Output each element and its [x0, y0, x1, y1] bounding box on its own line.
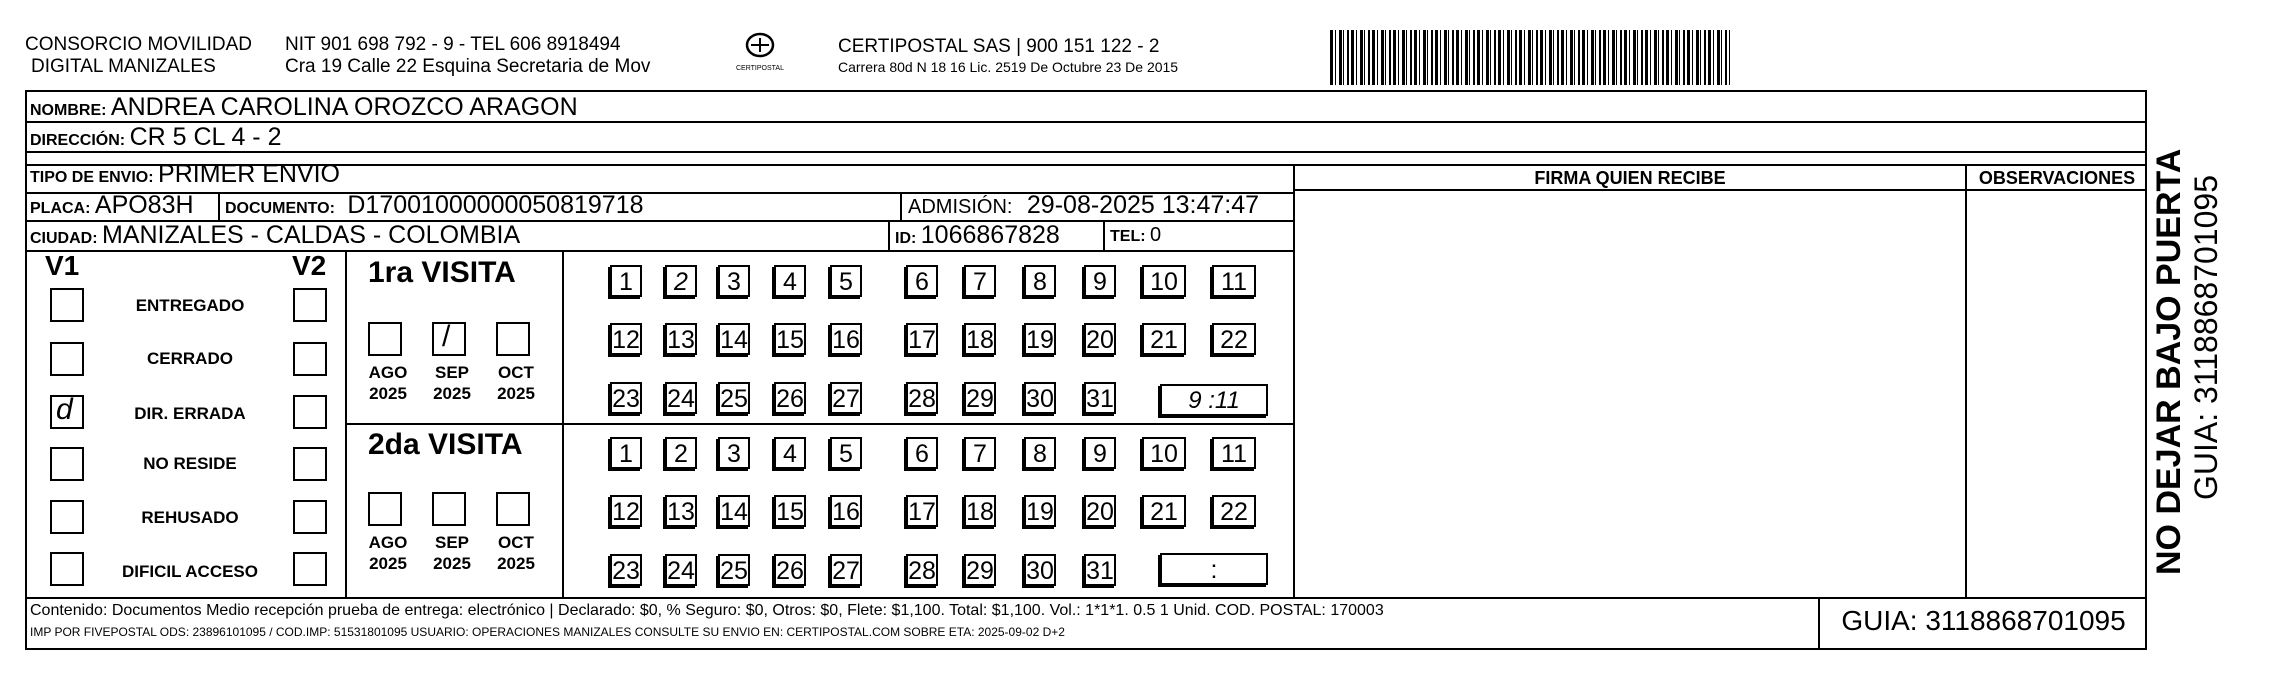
first-visit-day-25[interactable]: 25	[718, 382, 750, 414]
tipo-row	[30, 160, 340, 189]
id-row	[895, 221, 1060, 250]
first-visit-day-26[interactable]: 26	[774, 382, 806, 414]
documento-label: DOCUMENTO:	[225, 200, 335, 217]
direccion-label: DIRECCIÓN:	[30, 132, 126, 149]
second-visit-day-12[interactable]: 12	[610, 495, 642, 527]
v1-dificil-acceso-checkbox[interactable]	[50, 552, 84, 586]
second-visit-day-23[interactable]: 23	[610, 554, 642, 586]
first-visit-day-12[interactable]: 12	[610, 323, 642, 355]
second-visit-day-14[interactable]: 14	[718, 495, 750, 527]
first-visit-day-22[interactable]: 22	[1212, 323, 1256, 355]
second-visit-day-29[interactable]: 29	[964, 554, 996, 586]
documento-value: D17001000000050819718	[347, 191, 644, 219]
first-visit-day-15[interactable]: 15	[774, 323, 806, 355]
certipostal-info: CERTIPOSTAL SAS | 900 151 122 - 2 Carrera 80d N 18 16 Lic. 2519 De Octubre 23 De 2015	[838, 36, 1179, 75]
first-visit-day-17[interactable]: 17	[906, 323, 938, 355]
v2-cerrado-checkbox[interactable]	[293, 342, 327, 376]
second-visit-day-13[interactable]: 13	[665, 495, 697, 527]
first-visit-day-5[interactable]: 5	[830, 265, 862, 297]
v2-month-oct-checkbox[interactable]	[496, 492, 530, 526]
second-visit-day-28[interactable]: 28	[906, 554, 938, 586]
status-label-entregado: ENTREGADO	[135, 296, 245, 315]
tel-value: 0	[1150, 224, 1162, 246]
firma-header: FIRMA QUIEN RECIBE	[1534, 168, 1726, 188]
side-guia: GUIA: 3118868701095	[2188, 175, 2224, 500]
footer-contenido: Contenido: Documentos Medio recepción prueba de entrega: electrónico | Declarado: $0, % Seguro: $0, Otros: $0, Flete: $1,100. Total: $1,100. Vol.: 1*1*1. 0.5 1 Unid. COD. POSTAL: 170003	[30, 602, 1384, 619]
status-label-dificil-acceso: DIFICIL ACCESO	[121, 562, 258, 581]
first-visit-title: 1ra VISITA	[368, 256, 516, 289]
first-visit-day-23[interactable]: 23	[610, 382, 642, 414]
status-label-cerrado: CERRADO	[147, 349, 233, 368]
second-visit-day-16[interactable]: 16	[830, 495, 862, 527]
admision-label: ADMISIÓN:	[908, 196, 1013, 218]
direccion-row	[30, 123, 281, 152]
v1-rehusado-checkbox[interactable]	[50, 500, 84, 534]
admision-row	[908, 191, 1259, 220]
id-value: 1066867828	[920, 221, 1060, 249]
v2-month-sep-checkbox[interactable]	[432, 492, 466, 526]
first-visit-day-18[interactable]: 18	[964, 323, 996, 355]
first-visit-day-3[interactable]: 3	[718, 265, 750, 297]
nombre-label: NOMBRE:	[30, 102, 107, 119]
second-visit-day-30[interactable]: 30	[1024, 554, 1056, 586]
tipo-value: PRIMER ENVIO	[158, 160, 341, 188]
second-visit-day-22[interactable]: 22	[1212, 495, 1256, 527]
v1-no-reside-checkbox[interactable]	[50, 447, 84, 481]
second-visit-day-26[interactable]: 26	[774, 554, 806, 586]
first-visit-day-9[interactable]: 9	[1084, 265, 1116, 297]
first-visit-day-27[interactable]: 27	[830, 382, 862, 414]
first-visit-day-1[interactable]: 1	[610, 265, 642, 297]
first-visit-day-2[interactable]	[665, 265, 697, 297]
first-visit-day-13[interactable]: 13	[665, 323, 697, 355]
v1-month-ago-checkbox[interactable]	[368, 322, 402, 356]
company-name: CONSORCIO MOVILIDAD DIGITAL MANIZALES	[25, 34, 252, 77]
second-visit-day-4[interactable]: 4	[774, 437, 806, 469]
second-visit-day-11[interactable]: 11	[1212, 437, 1256, 469]
first-visit-day-10[interactable]: 10	[1142, 265, 1186, 297]
placa-value: APO83H	[94, 191, 194, 219]
tipo-label: TIPO DE ENVIO:	[30, 169, 154, 186]
barcode	[1330, 30, 1730, 85]
second-visit-day-21[interactable]: 21	[1142, 495, 1186, 527]
second-visit-day-24[interactable]: 24	[665, 554, 697, 586]
second-visit-day-19[interactable]: 19	[1024, 495, 1056, 527]
second-visit-title: 2da VISITA	[368, 428, 523, 461]
v2-dificil-acceso-checkbox[interactable]	[293, 552, 327, 586]
first-visit-day-29[interactable]: 29	[964, 382, 996, 414]
v2-month-sep-label: SEP 2025	[433, 533, 471, 573]
first-visit-day-6[interactable]: 6	[906, 265, 938, 297]
first-visit-day-8[interactable]: 8	[1024, 265, 1056, 297]
v2-dir-errada-checkbox[interactable]	[293, 395, 327, 429]
v1-month-ago-label: AGO 2025	[368, 363, 408, 403]
second-visit-day-1[interactable]: 1	[610, 437, 642, 469]
admision-value: 29-08-2025 13:47:47	[1026, 191, 1260, 219]
ciudad-row	[30, 221, 520, 250]
v1-cerrado-checkbox[interactable]	[50, 342, 84, 376]
second-visit-day-8[interactable]: 8	[1024, 437, 1056, 469]
first-visit-time-box[interactable]: 9 :11	[1160, 384, 1268, 416]
status-label-no-reside: NO RESIDE	[143, 454, 237, 473]
first-visit-day-19[interactable]: 19	[1024, 323, 1056, 355]
second-visit-day-27[interactable]: 27	[830, 554, 862, 586]
first-visit-day-20[interactable]: 20	[1084, 323, 1116, 355]
first-visit-day-16[interactable]: 16	[830, 323, 862, 355]
first-visit-day-31[interactable]: 31	[1084, 382, 1116, 414]
logo-icon	[743, 32, 777, 60]
nombre-value: ANDREA CAROLINA OROZCO ARAGON	[110, 93, 578, 121]
observaciones-area[interactable]	[1969, 193, 2145, 595]
id-label: ID:	[895, 230, 917, 247]
nombre-row	[30, 93, 578, 122]
second-visit-day-2[interactable]: 2	[665, 437, 697, 469]
second-visit-day-18[interactable]: 18	[964, 495, 996, 527]
second-visit-day-31[interactable]: 31	[1084, 554, 1116, 586]
first-visit-day-21[interactable]: 21	[1142, 323, 1186, 355]
direccion-value: CR 5 CL 4 - 2	[129, 123, 282, 151]
first-visit-day-4[interactable]: 4	[774, 265, 806, 297]
ciudad-value: MANIZALES - CALDAS - COLOMBIA	[102, 221, 521, 249]
second-visit-day-15[interactable]: 15	[774, 495, 806, 527]
first-visit-day-7[interactable]: 7	[964, 265, 996, 297]
v1-dir-errada-checkbox[interactable]	[50, 395, 84, 429]
first-visit-day-11[interactable]: 11	[1212, 265, 1256, 297]
first-visit-day-14[interactable]: 14	[718, 323, 750, 355]
v2-month-ago-checkbox[interactable]	[368, 492, 402, 526]
v1-month-oct-label: OCT 2025	[497, 363, 535, 403]
footer-imp: IMP POR FIVEPOSTAL ODS: 23896101095 / COD.IMP: 51531801095 USUARIO: OPERACIONES MANIZALES CONSULTE SU ENVIO EN: CERTIPOSTAL.COM SOBRE ETA: 2025-09-02 D+2	[30, 625, 1065, 639]
first-visit-day-mark: 2	[674, 268, 688, 296]
no-dejar-bajo-puerta: NO DEJAR BAJO PUERTA	[2150, 148, 2188, 575]
second-visit-day-3[interactable]: 3	[718, 437, 750, 469]
placa-label: PLACA:	[30, 200, 91, 217]
v2-month-ago-label: AGO 2025	[368, 533, 408, 573]
first-visit-day-28[interactable]: 28	[906, 382, 938, 414]
v1-entregado-checkbox[interactable]	[50, 288, 84, 322]
status-label-rehusado: REHUSADO	[141, 508, 239, 527]
footer-guia: GUIA: 3118868701095	[1841, 605, 2126, 636]
v1-month-sep-label: SEP 2025	[433, 363, 471, 403]
second-visit-day-20[interactable]: 20	[1084, 495, 1116, 527]
ciudad-label: CIUDAD:	[30, 230, 98, 247]
v1-month-oct-checkbox[interactable]	[496, 322, 530, 356]
tel-row	[1110, 224, 1161, 247]
second-visit-day-5[interactable]: 5	[830, 437, 862, 469]
v1-month-sep-mark: /	[442, 320, 451, 353]
v2-header: V2	[292, 250, 327, 281]
v1-header: V1	[45, 250, 80, 281]
second-visit-day-6[interactable]: 6	[906, 437, 938, 469]
certipostal-logo: CERTIPOSTAL	[730, 32, 790, 82]
v2-no-reside-checkbox[interactable]	[293, 447, 327, 481]
v2-rehusado-checkbox[interactable]	[293, 500, 327, 534]
second-visit-day-25[interactable]: 25	[718, 554, 750, 586]
v1-month-sep-checkbox[interactable]	[432, 322, 466, 356]
second-visit-day-17[interactable]: 17	[906, 495, 938, 527]
second-visit-day-9[interactable]: 9	[1084, 437, 1116, 469]
second-visit-day-7[interactable]: 7	[964, 437, 996, 469]
observaciones-header: OBSERVACIONES	[1978, 168, 2136, 188]
company-nit: NIT 901 698 792 - 9 - TEL 606 8918494 Cra 19 Calle 22 Esquina Secretaria de Mov	[285, 34, 651, 77]
second-visit-day-10[interactable]: 10	[1142, 437, 1186, 469]
second-visit-time-box[interactable]: :	[1160, 553, 1268, 585]
v1-dir-errada-mark: d	[56, 393, 73, 426]
status-label-dir-errada: DIR. ERRADA	[134, 404, 246, 423]
first-visit-day-30[interactable]: 30	[1024, 382, 1056, 414]
tel-label: TEL:	[1110, 228, 1146, 245]
documento-row	[225, 191, 644, 220]
v2-entregado-checkbox[interactable]	[293, 288, 327, 322]
first-visit-day-24[interactable]: 24	[665, 382, 697, 414]
v2-month-oct-label: OCT 2025	[497, 533, 535, 573]
placa-row	[30, 191, 194, 220]
firma-area[interactable]	[1297, 193, 1963, 595]
